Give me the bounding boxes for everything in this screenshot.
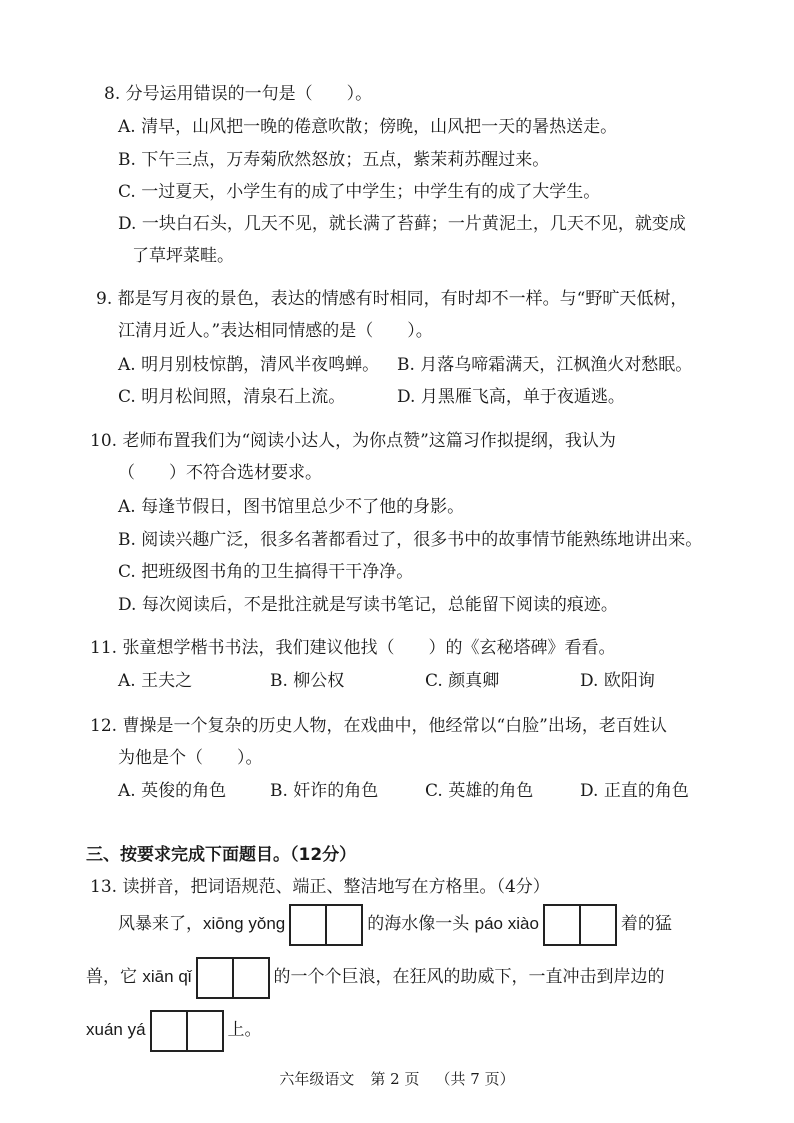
grid-cell[interactable] [186,1012,222,1050]
pinyin-xiong-yong: xiōng yǒng [203,914,286,933]
grid-cell[interactable] [291,906,325,944]
question-12-option-c: C. 英雄的角色 [425,781,534,801]
sentence-part: 风暴来了， [118,914,203,934]
answer-grid-3[interactable] [196,957,270,999]
question-11-option-d: D. 欧阳询 [580,671,655,691]
question-9-stem-continued: 江清月近人。”表达相同情感的是（ ）。 [118,321,433,341]
answer-grid-2[interactable] [543,904,617,946]
question-13-line-1 [118,902,672,946]
question-9-option-d: D. 月黑雁飞高，单于夜遁逃。 [397,387,625,407]
pinyin-xuan-ya: xuán yá [86,1020,146,1039]
question-13-stem: 13. 读拼音，把词语规范、端正、整洁地写在方格里。（4分） [90,877,550,897]
question-8-option-b: B. 下午三点，万寿菊欣然怒放；五点，紫茉莉苏醒过来。 [118,150,550,170]
question-8-option-d-continued: 了草坪菜畦。 [132,246,234,266]
question-10-stem: 10. 老师布置我们为“阅读小达人，为你点赞”这篇习作拟提纲，我认为 [90,431,616,451]
question-8-stem: 8. 分号运用错误的一句是（ ）。 [104,84,373,104]
question-9-option-a: A. 明月别枝惊鹊，清风半夜鸣蝉。 [118,355,380,375]
footer-subject: 六年级语文 [279,1070,355,1088]
question-12-option-d: D. 正直的角色 [580,781,689,801]
question-12-option-b: B. 奸诈的角色 [270,781,379,801]
grid-cell[interactable] [325,906,361,944]
question-8-option-d: D. 一块白石头，几天不见，就长满了苔藓；一片黄泥土，几天不见，就变成 [118,214,686,234]
sentence-part: 上。 [227,1020,262,1040]
question-8-option-a: A. 清早，山风把一晚的倦意吹散；傍晚，山风把一天的暑热送走。 [118,117,618,137]
answer-grid-4[interactable] [150,1010,224,1052]
answer-grid-1[interactable] [289,904,363,946]
question-9-option-c: C. 明月松间照，清泉石上流。 [118,387,346,407]
question-10-stem-continued: （ ）不符合选材要求。 [118,463,322,483]
sentence-part: 兽，它 [86,967,137,987]
grid-cell[interactable] [152,1012,186,1050]
grid-cell[interactable] [579,906,615,944]
question-9-option-b: B. 月落乌啼霜满天，江枫渔火对愁眠。 [397,355,693,375]
question-8-option-c: C. 一过夏天，小学生有的成了中学生；中学生有的成了大学生。 [118,182,601,202]
grid-cell[interactable] [545,906,579,944]
section-3-heading: 三、按要求完成下面题目。（12分） [86,845,357,865]
page-footer [0,1068,794,1089]
question-11-option-c: C. 颜真卿 [425,671,500,691]
footer-total-pages: （共 7 页） [435,1070,515,1088]
question-13-line-3 [86,1008,262,1052]
question-9-stem: 9. 都是写月夜的景色，表达的情感有时相同，有时却不一样。与“野旷天低树， [96,289,688,309]
question-10-option-c: C. 把班级图书角的卫生搞得干干净净。 [118,562,414,582]
question-12-stem: 12. 曹操是一个复杂的历史人物，在戏曲中，他经常以“白脸”出场，老百姓认 [90,716,667,736]
pinyin-pao-xiao: páo xiào [474,914,539,933]
question-12-stem-continued: 为他是个（ ）。 [118,748,263,768]
question-13-line-2 [86,955,665,999]
question-12-option-a: A. 英俊的角色 [118,781,227,801]
question-11-stem: 11. 张童想学楷书书法，我们建议他找（ ）的《玄秘塔碑》看看。 [90,638,616,658]
footer-page-number: 第 2 页 [370,1070,420,1088]
question-10-option-d: D. 每次阅读后，不是批注就是写读书笔记，总能留下阅读的痕迹。 [118,595,618,615]
question-10-option-a: A. 每逢节假日，图书馆里总少不了他的身影。 [118,497,465,517]
question-10-option-b: B. 阅读兴趣广泛，很多名著都看过了，很多书中的故事情节能熟练地讲出来。 [118,530,703,550]
question-11-option-b: B. 柳公权 [270,671,345,691]
sentence-part: 的海水像一头 [367,914,470,934]
grid-cell[interactable] [198,959,232,997]
pinyin-xian-qi: xiān qǐ [142,967,192,986]
sentence-part: 的一个个巨浪，在狂风的助威下，一直冲击到岸边的 [273,967,665,987]
grid-cell[interactable] [232,959,268,997]
sentence-part: 着的猛 [620,914,672,934]
question-11-option-a: A. 王夫之 [118,671,193,691]
